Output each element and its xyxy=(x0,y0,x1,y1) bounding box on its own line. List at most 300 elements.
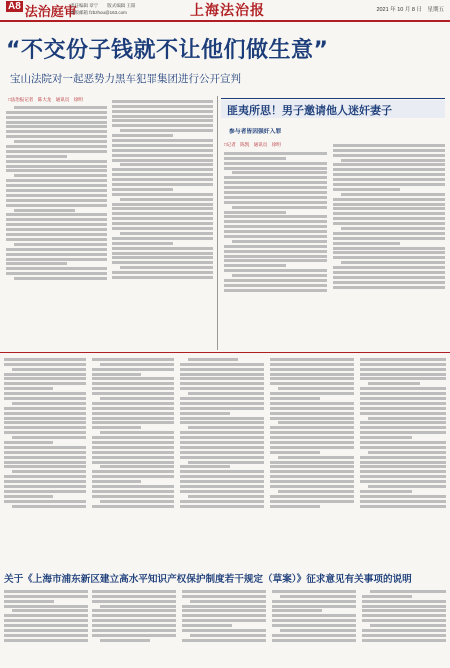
text-line xyxy=(92,426,141,429)
text-line xyxy=(112,242,173,245)
text-line xyxy=(333,247,445,250)
text-line xyxy=(120,198,213,201)
text-line xyxy=(182,619,266,622)
text-line xyxy=(4,624,88,627)
text-line xyxy=(92,590,176,593)
text-line xyxy=(92,436,174,439)
text-line xyxy=(333,203,445,206)
text-line xyxy=(368,451,446,454)
text-line xyxy=(112,154,213,157)
text-line xyxy=(370,590,446,593)
text-line xyxy=(92,634,176,637)
text-line xyxy=(270,412,354,415)
text-line xyxy=(92,614,176,617)
text-line xyxy=(280,629,356,632)
newspaper-logo: 上海法治报 xyxy=(190,3,265,19)
text-line xyxy=(92,377,174,380)
text-line xyxy=(360,436,412,439)
text-line xyxy=(92,485,174,488)
text-line xyxy=(4,363,86,366)
text-line xyxy=(224,225,327,228)
text-line xyxy=(362,614,446,617)
section-label xyxy=(6,1,77,20)
text-line xyxy=(112,222,213,225)
text-line xyxy=(272,600,356,603)
text-line xyxy=(272,614,356,617)
text-line xyxy=(232,171,327,174)
text-line xyxy=(270,377,354,380)
sidebar-column-2 xyxy=(333,142,445,348)
text-line xyxy=(112,227,213,230)
text-line xyxy=(4,382,86,385)
text-line xyxy=(224,186,327,189)
text-line xyxy=(333,173,445,176)
section-name: 法治庭审 xyxy=(24,4,77,19)
text-line xyxy=(224,215,327,218)
text-line xyxy=(6,223,107,226)
text-line xyxy=(6,169,107,172)
text-line xyxy=(224,181,327,184)
issue-date: 2021 年 10 月 8 日 星期五 xyxy=(376,7,444,13)
text-line xyxy=(92,475,174,478)
text-line xyxy=(112,256,213,259)
text-line xyxy=(180,465,230,468)
text-line xyxy=(333,188,400,191)
text-line xyxy=(4,441,53,444)
text-line xyxy=(188,495,264,498)
text-line xyxy=(92,373,141,376)
text-line xyxy=(6,184,107,187)
text-line xyxy=(100,465,174,468)
text-line xyxy=(360,412,446,415)
text-line xyxy=(224,167,327,170)
text-line xyxy=(112,207,213,210)
text-line xyxy=(92,624,176,627)
text-line xyxy=(224,279,327,282)
text-line xyxy=(333,178,445,181)
text-line xyxy=(6,233,107,236)
text-line xyxy=(4,605,88,608)
text-line xyxy=(92,407,174,410)
text-line xyxy=(112,144,213,147)
text-line xyxy=(362,600,446,603)
text-line xyxy=(180,446,264,449)
text-line xyxy=(362,639,446,642)
text-line xyxy=(180,368,264,371)
text-line xyxy=(92,382,174,385)
text-line xyxy=(270,431,354,434)
text-line xyxy=(92,402,174,405)
text-line xyxy=(6,116,107,119)
text-line xyxy=(4,619,88,622)
text-line xyxy=(362,634,446,637)
text-line xyxy=(278,421,354,424)
text-line xyxy=(270,480,354,483)
text-line xyxy=(6,204,107,207)
text-line xyxy=(180,431,264,434)
text-line xyxy=(92,480,141,483)
text-line xyxy=(6,125,107,128)
text-line xyxy=(224,269,327,272)
text-line xyxy=(12,402,86,405)
text-line xyxy=(333,286,445,289)
text-line xyxy=(362,605,446,608)
text-line xyxy=(270,368,354,371)
text-line xyxy=(280,595,356,598)
text-line xyxy=(224,235,327,238)
text-line xyxy=(180,402,264,405)
text-line xyxy=(360,475,446,478)
text-line xyxy=(6,267,107,270)
text-line xyxy=(224,220,327,223)
text-line xyxy=(4,614,88,617)
text-line xyxy=(4,461,86,464)
text-line xyxy=(270,500,354,503)
sidebar-story-byline: □记者 陈凯 通讯员 徐明 xyxy=(224,142,281,147)
text-line xyxy=(272,619,356,622)
text-line xyxy=(92,505,174,508)
sidebar-story-title: 匪夷所思！男子邀请他人迷奸妻子 xyxy=(227,104,392,117)
text-line xyxy=(180,470,264,473)
text-line xyxy=(232,240,327,243)
text-line xyxy=(12,505,86,508)
text-line xyxy=(272,634,356,637)
text-line xyxy=(100,605,176,608)
text-line xyxy=(4,600,54,603)
text-line xyxy=(100,397,174,400)
text-line xyxy=(333,271,445,274)
text-line xyxy=(360,426,446,429)
text-line xyxy=(4,456,86,459)
text-line xyxy=(360,358,446,361)
text-line xyxy=(270,417,354,420)
text-line xyxy=(12,470,86,473)
text-line xyxy=(270,373,354,376)
text-line xyxy=(120,163,213,166)
text-line xyxy=(4,465,86,468)
text-line xyxy=(6,228,107,231)
text-line xyxy=(4,358,86,361)
text-line xyxy=(224,264,286,267)
text-line xyxy=(4,397,86,400)
text-line xyxy=(270,382,354,385)
text-line xyxy=(6,248,107,251)
text-line xyxy=(4,485,86,488)
text-line xyxy=(92,595,176,598)
text-line xyxy=(112,178,213,181)
text-line xyxy=(224,230,327,233)
text-line xyxy=(272,609,322,612)
text-line xyxy=(224,191,327,194)
text-line xyxy=(112,217,213,220)
text-line xyxy=(92,417,174,420)
text-line xyxy=(6,150,107,153)
text-line xyxy=(333,251,445,254)
text-line xyxy=(333,144,445,147)
text-line xyxy=(333,168,445,171)
text-line xyxy=(333,198,445,201)
text-line xyxy=(360,402,446,405)
text-line xyxy=(224,162,327,165)
text-line xyxy=(4,387,53,390)
text-line xyxy=(182,639,266,642)
text-line xyxy=(270,436,354,439)
text-line xyxy=(4,431,86,434)
text-line xyxy=(270,446,354,449)
text-line xyxy=(92,495,174,498)
text-line xyxy=(6,160,107,163)
bottom-column-3 xyxy=(182,588,266,666)
text-line xyxy=(360,387,446,390)
text-line xyxy=(362,629,446,632)
text-line xyxy=(6,272,107,275)
text-line xyxy=(112,271,213,274)
text-line xyxy=(333,212,445,215)
text-line xyxy=(112,188,173,191)
text-line xyxy=(272,605,356,608)
text-line xyxy=(92,387,174,390)
text-line xyxy=(360,456,446,459)
text-line xyxy=(333,237,445,240)
text-line xyxy=(360,465,446,468)
text-line xyxy=(6,121,107,124)
text-line xyxy=(362,619,446,622)
sidebar-column-1 xyxy=(224,150,327,348)
text-line xyxy=(112,110,213,113)
text-line xyxy=(333,281,445,284)
text-line xyxy=(270,451,320,454)
text-line xyxy=(4,629,88,632)
text-line xyxy=(333,163,445,166)
text-line xyxy=(6,179,107,182)
text-line xyxy=(182,624,232,627)
text-line xyxy=(224,152,327,155)
text-line xyxy=(360,480,446,483)
text-line xyxy=(272,624,356,627)
text-line xyxy=(272,590,356,593)
masthead xyxy=(0,0,450,22)
text-line xyxy=(224,250,327,253)
text-line xyxy=(182,605,266,608)
text-line xyxy=(232,274,327,277)
text-line xyxy=(360,461,446,464)
text-line xyxy=(224,211,286,214)
text-line xyxy=(362,609,446,612)
text-line xyxy=(112,212,213,215)
text-line xyxy=(360,441,446,444)
text-line xyxy=(333,256,445,259)
text-line xyxy=(4,417,86,420)
text-line xyxy=(360,446,446,449)
text-line xyxy=(188,392,264,395)
text-line xyxy=(112,276,213,279)
text-line xyxy=(92,446,174,449)
text-line xyxy=(270,475,354,478)
lead-column-1 xyxy=(6,104,107,348)
text-line xyxy=(6,199,107,202)
text-line xyxy=(180,480,264,483)
text-line xyxy=(92,600,176,603)
text-line xyxy=(112,168,213,171)
text-line xyxy=(6,189,107,192)
lower-column-1 xyxy=(4,356,86,568)
text-line xyxy=(370,624,446,627)
text-line xyxy=(112,105,213,108)
text-line xyxy=(14,277,107,280)
text-line xyxy=(360,397,446,400)
text-line xyxy=(182,629,266,632)
text-line xyxy=(360,407,446,410)
text-line xyxy=(224,196,327,199)
text-line xyxy=(4,634,88,637)
text-line xyxy=(272,639,356,642)
sidebar-story-subtitle: 参与者皆因强奸入罪 xyxy=(229,129,282,135)
text-line xyxy=(224,259,327,262)
text-line xyxy=(333,207,445,210)
text-line xyxy=(112,237,213,240)
text-line xyxy=(6,194,107,197)
text-line xyxy=(360,363,446,366)
main-headline: “不交份子钱就不让他们做生意” xyxy=(6,38,329,63)
text-line xyxy=(333,154,445,157)
text-line xyxy=(270,470,354,473)
bottom-column-5 xyxy=(362,588,446,666)
text-line xyxy=(14,243,107,246)
text-line xyxy=(182,590,266,593)
text-line xyxy=(180,397,264,400)
text-line xyxy=(100,639,150,642)
text-line xyxy=(14,174,107,177)
text-line xyxy=(360,500,446,503)
text-line xyxy=(180,363,264,366)
text-line xyxy=(112,134,173,137)
text-line xyxy=(180,417,264,420)
text-line xyxy=(92,358,174,361)
text-line xyxy=(6,218,107,221)
text-line xyxy=(368,417,446,420)
text-line xyxy=(270,495,354,498)
text-line xyxy=(4,500,86,503)
text-line xyxy=(92,368,174,371)
text-line xyxy=(6,145,107,148)
text-line xyxy=(360,368,446,371)
text-line xyxy=(4,426,86,429)
text-line xyxy=(188,461,264,464)
text-line xyxy=(6,262,67,265)
text-line xyxy=(4,377,86,380)
text-line xyxy=(12,368,86,371)
column-divider xyxy=(217,96,218,350)
text-line xyxy=(112,159,213,162)
text-line xyxy=(270,402,354,405)
text-line xyxy=(224,255,327,258)
text-line xyxy=(333,222,445,225)
text-line xyxy=(360,495,446,498)
text-line xyxy=(4,421,86,424)
text-line xyxy=(270,397,320,400)
text-line xyxy=(232,206,327,209)
text-line xyxy=(182,595,266,598)
text-line xyxy=(180,456,264,459)
text-line xyxy=(14,106,107,109)
text-line xyxy=(112,183,213,186)
text-line xyxy=(4,407,86,410)
section-divider xyxy=(0,352,450,353)
text-line xyxy=(112,173,213,176)
text-line xyxy=(6,165,107,168)
text-line xyxy=(112,124,213,127)
text-line xyxy=(224,289,327,292)
text-line xyxy=(188,426,264,429)
text-line xyxy=(112,261,213,264)
text-line xyxy=(341,227,445,230)
text-line xyxy=(224,284,327,287)
text-line xyxy=(4,639,88,642)
text-line xyxy=(180,441,264,444)
text-line xyxy=(112,119,213,122)
text-line xyxy=(4,590,88,593)
text-line xyxy=(180,436,264,439)
text-line xyxy=(92,470,174,473)
text-line xyxy=(112,139,213,142)
text-line xyxy=(6,135,107,138)
text-line xyxy=(112,252,213,255)
text-line xyxy=(112,203,213,206)
text-line xyxy=(333,149,445,152)
text-line xyxy=(362,595,412,598)
text-line xyxy=(180,451,264,454)
text-line xyxy=(333,276,445,279)
text-line xyxy=(92,609,176,612)
text-line xyxy=(270,461,354,464)
text-line xyxy=(182,609,266,612)
text-line xyxy=(360,490,412,493)
text-line xyxy=(12,436,86,439)
text-line xyxy=(224,201,327,204)
text-line xyxy=(92,421,174,424)
text-line xyxy=(190,600,266,603)
text-line xyxy=(180,412,230,415)
text-line xyxy=(92,490,174,493)
main-subhead: 宝山法院对一起恶势力黑车犯罪集团进行公开宣判 xyxy=(10,73,241,85)
page-number: A8 xyxy=(8,1,21,12)
bottom-column-4 xyxy=(272,588,356,666)
text-line xyxy=(120,266,213,269)
text-line xyxy=(120,129,213,132)
text-line xyxy=(360,505,446,508)
text-line xyxy=(112,247,213,250)
text-line xyxy=(278,387,354,390)
text-line xyxy=(120,232,213,235)
text-line xyxy=(112,115,213,118)
text-line xyxy=(6,238,107,241)
text-line xyxy=(270,392,354,395)
text-line xyxy=(341,193,445,196)
text-line xyxy=(180,373,264,376)
text-line xyxy=(180,485,264,488)
text-line xyxy=(112,193,213,196)
text-line xyxy=(368,382,420,385)
text-line xyxy=(270,358,354,361)
text-line xyxy=(270,363,354,366)
text-line xyxy=(92,451,174,454)
main-byline: □法治报记者 陈大龙 通讯员 徐明 xyxy=(8,97,83,102)
lower-column-4 xyxy=(270,356,354,568)
text-line xyxy=(270,465,354,468)
bottom-article-title: 关于《上海市浦东新区建立高水平知识产权保护制度若干规定（草案）》征求意见有关事项的说明 xyxy=(4,574,412,585)
text-line xyxy=(180,475,264,478)
text-line xyxy=(333,217,445,220)
